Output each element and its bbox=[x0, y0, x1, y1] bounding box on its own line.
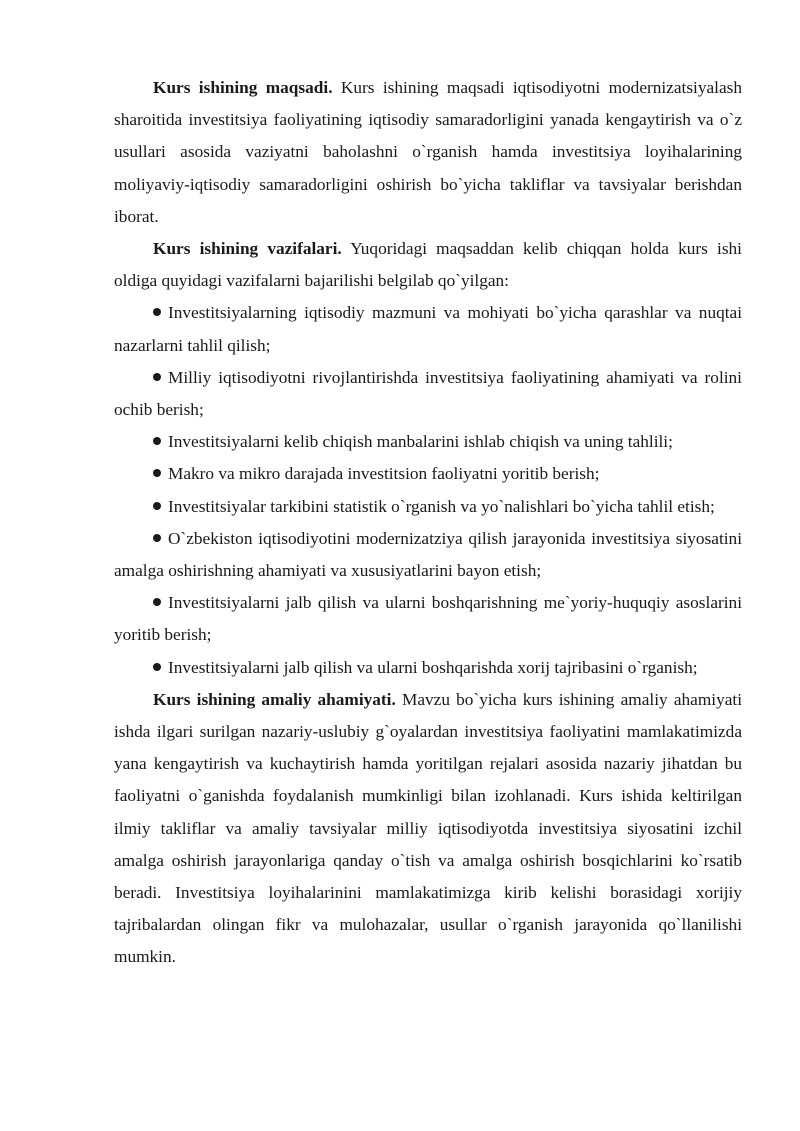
bullet-icon bbox=[153, 373, 161, 381]
significance-paragraph bbox=[114, 684, 742, 974]
tasks-paragraph bbox=[114, 233, 742, 297]
list-item bbox=[114, 652, 742, 684]
list-item bbox=[114, 587, 742, 651]
list-item bbox=[114, 362, 742, 426]
bullet-icon bbox=[153, 437, 161, 445]
bullet-icon bbox=[153, 663, 161, 671]
list-item-text: O`zbekiston iqtisodiyotini modernizatziya qilish jarayonida investitsiya siyosatini amalga oshirishning ahamiyati va xususiyatlarini bayon etish; bbox=[114, 528, 742, 581]
tasks-heading: Kurs ishining vazifalari. bbox=[153, 239, 342, 259]
list-item bbox=[114, 426, 742, 458]
document-page bbox=[114, 72, 742, 974]
bullet-icon bbox=[153, 308, 161, 316]
list-item-text: Investitsiyalar tarkibini statistik o`rganish va yo`nalishlari bo`yicha tahlil etish; bbox=[168, 496, 715, 516]
bullet-icon bbox=[153, 502, 161, 510]
bullet-icon bbox=[153, 598, 161, 606]
list-item-text: Investitsiyalarni jalb qilish va ularni boshqarishda xorij tajribasini o`rganish; bbox=[168, 657, 698, 677]
significance-text: Mavzu bo`yicha kurs ishining amaliy ahamiyati ishda ilgari surilgan nazariy-uslubiy g`oyalardan investitsiya faoliyatini mamlakatimizda yana kengaytirish va kuchaytirish hamda yoritilgan rejalari asosida nazariy jihatdan bu faoliyatni o`ganishda foydalanish mumkinligi bilan izohlanadi. Kurs ishida keltirilgan ilmiy takliflar va amaliy tavsiyalar milliy iqtisodiyotda investitsiya siyosatini izchil amalga oshirish jarayonlariga qanday o`tish va amalga oshirish bosqichlarini ko`rsatib beradi. Investitsiya loyihalarinini mamlakatimizga kirib kelishi borasidagi xorijiy tajribalardan olingan fikr va mulohazalar, usullar o`rganish jarayonida qo`llanilishi mumkin. bbox=[114, 689, 742, 967]
goal-heading: Kurs ishining maqsadi. bbox=[153, 78, 333, 97]
list-item-text: Investitsiyalarni jalb qilish va ularni boshqarishning me`yoriy-huquqiy asoslarini yoritib berish; bbox=[114, 593, 742, 645]
list-item bbox=[114, 491, 742, 523]
significance-heading: Kurs ishining amaliy ahamiyati. bbox=[153, 689, 396, 709]
bullet-icon bbox=[153, 534, 161, 542]
list-item bbox=[114, 523, 742, 587]
tasks-text: Yuqoridagi maqsaddan kelib chiqqan holda kurs ishi oldiga quyidagi vazifalarni bajarilishi belgilab qo`yilgan: bbox=[114, 239, 742, 291]
goal-paragraph bbox=[114, 72, 742, 233]
list-item bbox=[114, 458, 742, 490]
list-item-text: Makro va mikro darajada investitsion faoliyatni yoritib berish; bbox=[168, 464, 600, 484]
list-item-text: Investitsiyalarning iqtisodiy mazmuni va mohiyati bo`yicha qarashlar va nuqtai nazarlarni tahlil qilish; bbox=[114, 303, 742, 355]
tasks-list bbox=[114, 297, 742, 683]
list-item bbox=[114, 297, 742, 361]
goal-text: Kurs ishining maqsadi iqtisodiyotni modernizatsiyalash sharoitida investitsiya faoliyatining iqtisodiy samaradorligini yanada kengaytirish va o`z usullari asosida vaziyatni baholashni o`rganish hamda investitsiya loyihalarining moliyaviy-iqtisodiy samaradorligini oshirish bo`yicha takliflar va tavsiyalar berishdan iborat. bbox=[114, 78, 742, 226]
bullet-icon bbox=[153, 469, 161, 477]
list-item-text: Milliy iqtisodiyotni rivojlantirishda investitsiya faoliyatining ahamiyati va rolini ochib berish; bbox=[114, 367, 742, 420]
list-item-text: Investitsiyalarni kelib chiqish manbalarini ishlab chiqish va uning tahlili; bbox=[168, 432, 673, 452]
